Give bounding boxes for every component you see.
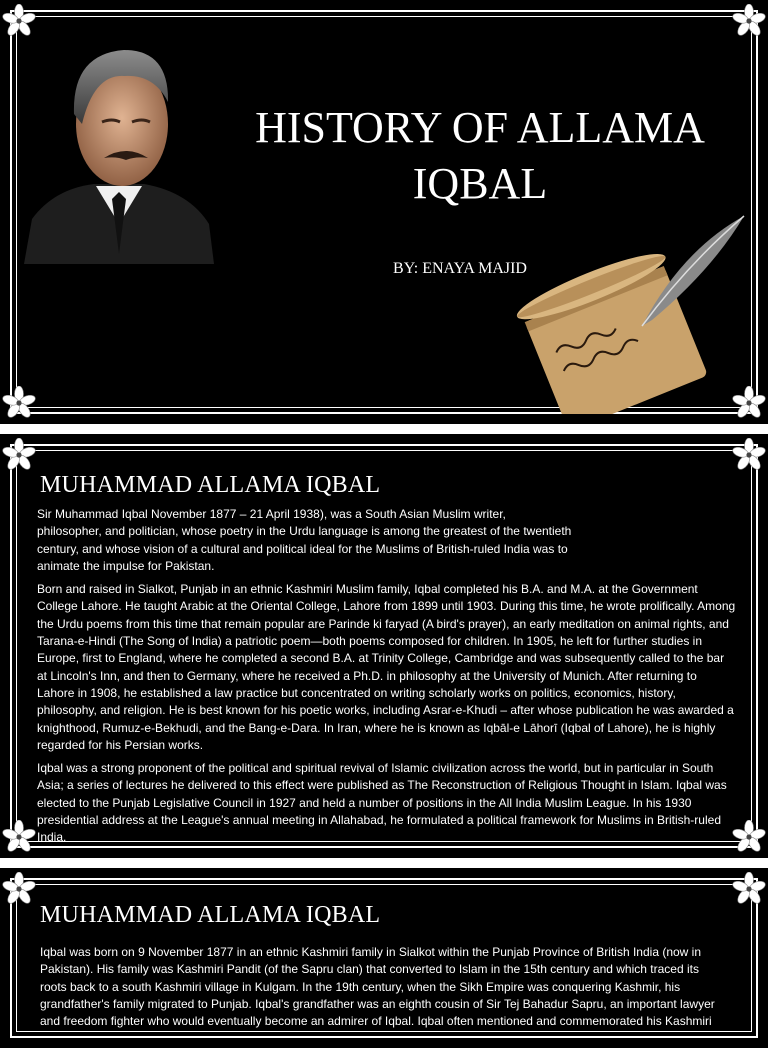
- content-slide-2: [0, 868, 768, 1048]
- flower-ornament-icon: [732, 4, 766, 38]
- paragraph: Iqbal was born on 9 November 1877 in an ethnic Kashmiri family in Sialkot within the Punjab Province of British India (now in Pakistan). His family was Kashmiri Pandit (of the Sapru clan) that converted to Islam in the 15th century and which traced its roots back to a south Kashmiri village in Kulgam. In the 19th century, when the Sikh Empire was conquering Kashmir, his grandfather's family migrated to Punjab. Iqbal's grandfather was an eighth cousin of Sir Tej Bahadur Sapru, an important lawyer and freedom fighter who would eventually become an admirer of Iqbal. Iqbal often mentioned and commemorated his Kashmiri: [40, 945, 715, 1029]
- flower-ornament-icon: [2, 872, 36, 906]
- flower-ornament-icon: [2, 820, 36, 854]
- slide-body: [37, 506, 737, 853]
- flower-ornament-icon: [732, 438, 766, 472]
- paragraph: Born and raised in Sialkot, Punjab in an ethnic Kashmiri Muslim family, Iqbal completed his B.A. and M.A. at the Government College Lahore. He taught Arabic at the Oriental College, Lahore from 1899 until 1903. During this time, he wrote prolifically. Among the Urdu poems from this time that remain popular are Parinde ki faryad (A bird's prayer), an early meditation on animal rights, and Tarana-e-Hindi (The Song of India) a patriotic poem—both poems composed for children. In 1905, he left for further studies in Europe, first to England, where he completed a second B.A. at Trinity College, Cambridge and was subsequently called to the bar at Lincoln's Inn, and then to Germany, where he received a Ph.D. in philosophy at the University of Munich. After returning to Lahore in 1908, he established a law practice but concentrated on writing scholarly works on politics, economics, history, philosophy, and religion. He is best known for his poetic works, including Asrar-e-Khudi – after whose publication he was awarded a knighthood, Rumuz-e-Bekhudi, and the Bang-e-Dara. In Iran, where he is known as Iqbāl-e Lāhorī (Iqbal of Lahore), he is highly regarded for his Persian works.: [37, 582, 736, 752]
- slide-heading: MUHAMMAD ALLAMA IQBAL: [40, 472, 381, 498]
- content-slide-1: [0, 434, 768, 858]
- portrait-photo: [24, 24, 214, 264]
- presentation-title: HISTORY OF ALLAMA IQBAL: [255, 103, 705, 208]
- paragraph: Iqbal was a strong proponent of the political and spiritual revival of Islamic civilization across the world, but in particular in South Asia; a series of lectures he delivered to this effect were published as The Reconstruction of Religious Thought in Islam. Iqbal was elected to the Punjab Legislative Council in 1927 and held a number of positions in the All India Muslim League. In his 1930 presidential address at the League's annual meeting in Allahabad, he formulated a political framework for Muslims in British-ruled India.: [37, 761, 727, 845]
- flower-ornament-icon: [732, 872, 766, 906]
- flower-ornament-icon: [2, 438, 36, 472]
- slide-heading: MUHAMMAD ALLAMA IQBAL: [40, 902, 381, 928]
- title-slide: [0, 0, 768, 424]
- flower-ornament-icon: [2, 386, 36, 420]
- flower-ornament-icon: [732, 820, 766, 854]
- paragraph: Sir Muhammad Iqbal November 1877 – 21 April 1938), was a South Asian Muslim writer, philosopher, and politician, whose poetry in the Urdu language is among the greatest of the twentieth century, and whose vision of a cultural and political ideal for the Muslims of British-ruled India was to animate the impulse for Pakistan.: [37, 507, 572, 573]
- quill-and-scroll-icon: [512, 210, 748, 414]
- author-line: BY: ENAYA MAJID: [393, 260, 527, 277]
- slide-body: [40, 944, 720, 1036]
